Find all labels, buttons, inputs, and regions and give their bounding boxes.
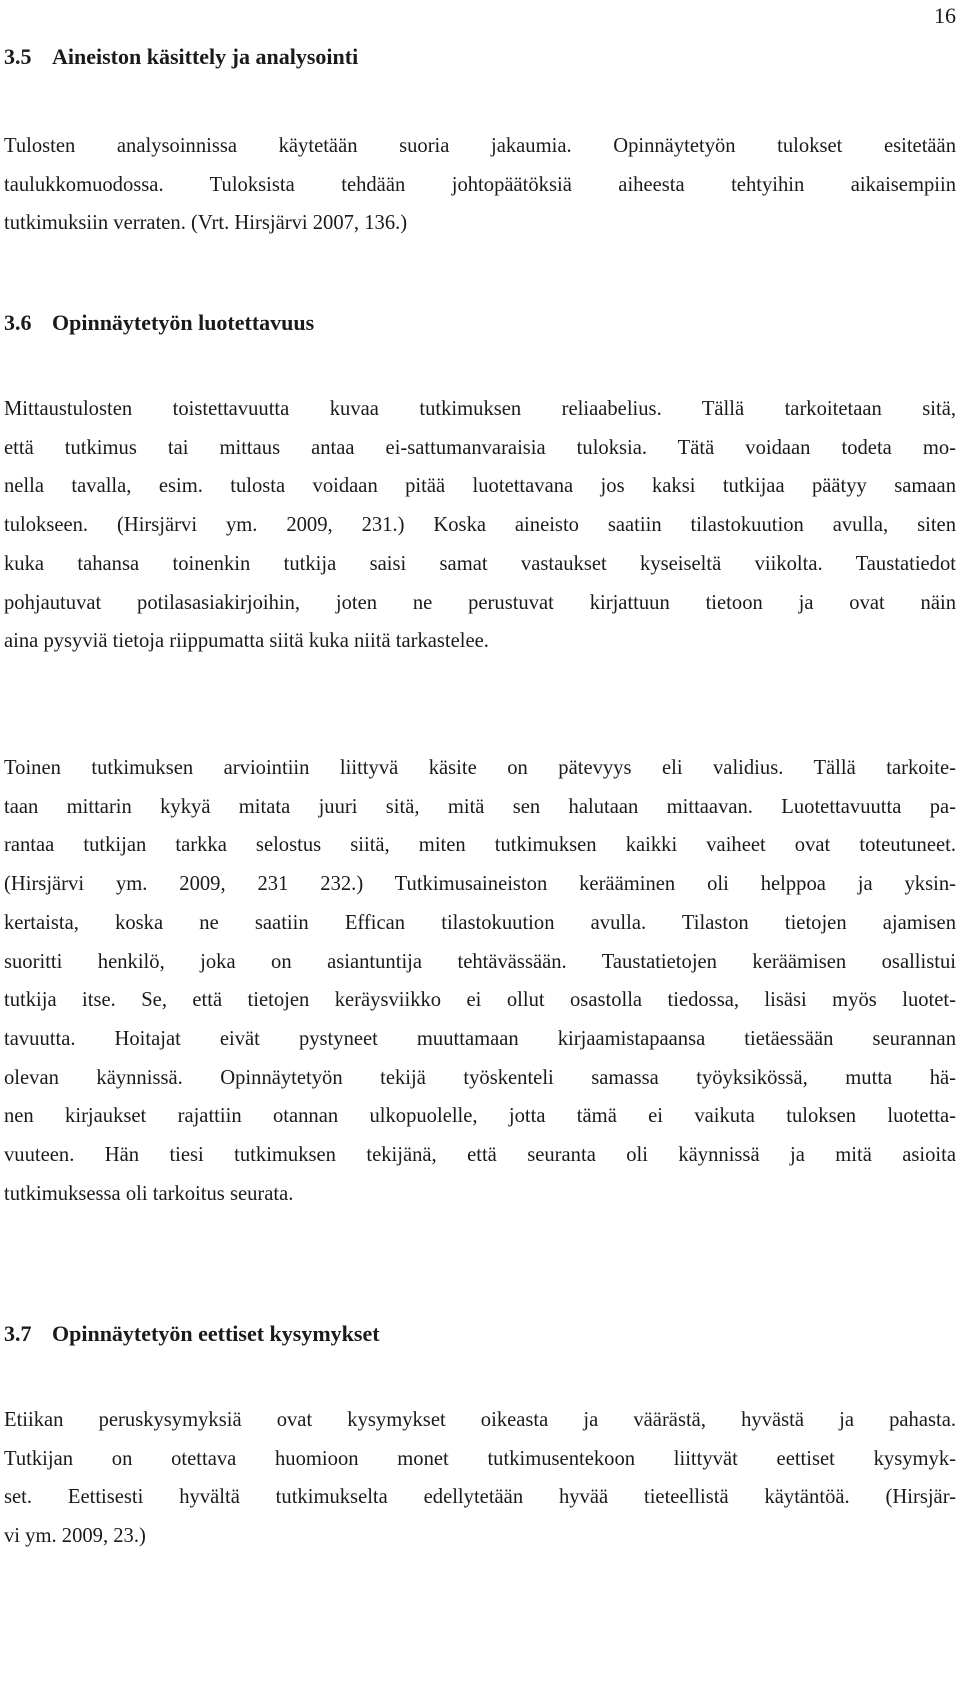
text-line: Mittaustulosten toistettavuutta kuvaa tutkimuksen reliaabelius. Tällä tarkoitetaan sitä,: [4, 398, 956, 420]
text-line: taan mittarin kykyä mitata juuri sitä, mitä sen halutaan mittaavan. Luotettavuutta pa-: [4, 795, 956, 818]
text-line: Etiikan peruskysymyksiä ovat kysymykset oikeasta ja väärästä, hyvästä ja pahasta.: [4, 1409, 956, 1431]
paragraph: [4, 1401, 956, 1556]
text-line: Toinen tutkimuksen arviointiin liittyvä käsite on pätevyys eli validius. Tällä tarkoite-: [4, 757, 956, 779]
text-line: kertaista, koska ne saatiin Effican tilastokuution avulla. Tilaston tietojen ajamisen: [4, 911, 956, 934]
text-line: että tutkimus tai mittaus antaa ei-sattumanvaraisia tuloksia. Tätä voidaan todeta mo-: [4, 436, 956, 459]
text-line: vuuteen. Hän tiesi tutkimuksen tekijänä, että seuranta oli käynnissä ja mitä asioita: [4, 1144, 956, 1167]
text-line: aina pysyviä tietoja riippumatta siitä kuka niitä tarkastelee.: [4, 630, 489, 653]
text-line: nen kirjaukset rajattiin otannan ulkopuolelle, jotta tämä ei vaikuta tuloksen luotetta-: [4, 1105, 956, 1128]
text-line: vi ym. 2009, 23.): [4, 1525, 146, 1548]
text-line: set. Eettisesti hyvältä tutkimukselta edellytetään hyvää tieteellistä käytäntöä. (Hirsjär-: [4, 1486, 956, 1509]
paragraph: [4, 749, 956, 1213]
section-title: Aineiston käsittely ja analysointi: [52, 44, 359, 69]
section-heading-3-6: [4, 309, 314, 337]
text-line: nella tavalla, esim. tulosta voidaan pitää luotettavana jos kaksi tutkijaa päätyy samaan: [4, 475, 956, 498]
text-line: Tutkijan on otettava huomioon monet tutkimusentekoon liittyvät eettiset kysymyk-: [4, 1447, 956, 1470]
section-heading-3-5: [4, 43, 358, 71]
section-number: 3.7: [4, 1321, 32, 1346]
text-line: suoritti henkilö, joka on asiantuntija tehtävässään. Taustatietojen keräämisen osallistui: [4, 950, 956, 973]
text-line: rantaa tutkijan tarkka selostus siitä, miten tutkimuksen kaikki vaiheet ovat toteutuneet.: [4, 834, 956, 857]
paragraph: [4, 390, 956, 661]
text-line: tutkija itse. Se, että tietojen keräysviikko ei ollut osastolla tiedossa, lisäsi myös luotet-: [4, 989, 956, 1012]
text-line: taulukkomuodossa. Tuloksista tehdään johtopäätöksiä aiheesta tehtyihin aikaisempiin: [4, 173, 956, 196]
text-line: olevan käynnissä. Opinnäytetyön tekijä työskenteli samassa työyksikössä, mutta hä-: [4, 1066, 956, 1089]
text-line: Tulosten analysoinnissa käytetään suoria jakaumia. Opinnäytetyön tulokset esitetään: [4, 135, 956, 157]
text-line: tulokseen. (Hirsjärvi ym. 2009, 231.) Koska aineisto saatiin tilastokuution avulla, siten: [4, 514, 956, 537]
text-line: tutkimuksessa oli tarkoitus seurata.: [4, 1182, 294, 1205]
text-line: tavuutta. Hoitajat eivät pystyneet muuttamaan kirjaamistapaansa tietäessään seurannan: [4, 1027, 956, 1050]
text-line: (Hirsjärvi ym. 2009, 231 232.) Tutkimusaineiston kerääminen oli helppoa ja yksin-: [4, 873, 956, 896]
section-heading-3-7: [4, 1320, 380, 1348]
paragraph: [4, 127, 956, 243]
text-line: pohjautuvat potilasasiakirjoihin, joten ne perustuvat kirjattuun tietoon ja ovat näin: [4, 591, 956, 614]
text-line: kuka tahansa toinenkin tutkija saisi samat vastaukset kyseiseltä viikolta. Taustatiedot: [4, 552, 956, 575]
section-title: Opinnäytetyön eettiset kysymykset: [52, 1321, 380, 1346]
section-number: 3.6: [4, 310, 32, 335]
text-line: tutkimuksiin verraten. (Vrt. Hirsjärvi 2007, 136.): [4, 212, 408, 235]
section-number: 3.5: [4, 44, 32, 69]
page-number: 16: [934, 3, 956, 28]
section-title: Opinnäytetyön luotettavuus: [52, 310, 315, 335]
